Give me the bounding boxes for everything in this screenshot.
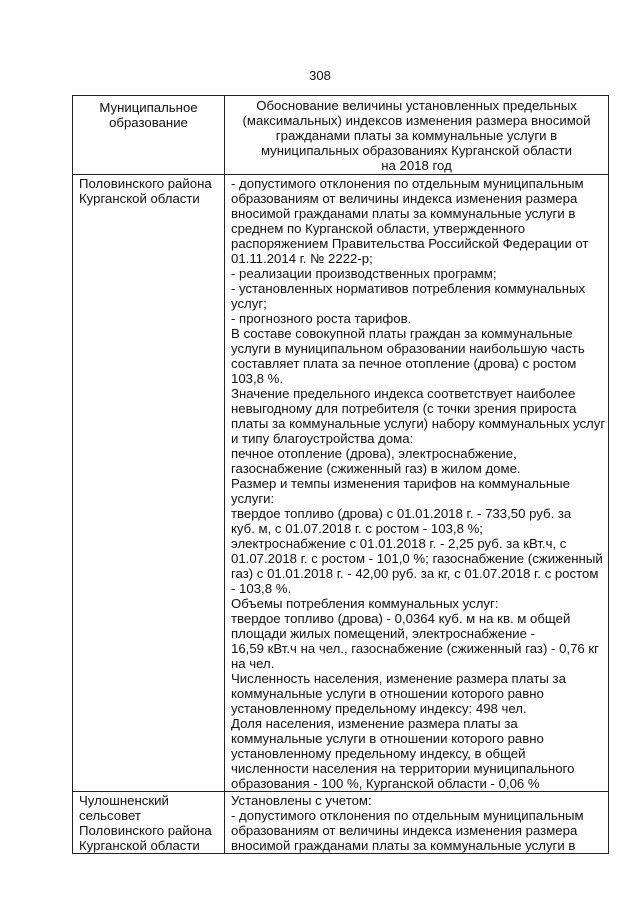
tariff-justification-table xyxy=(72,95,609,854)
header-justification-line: Обоснование величины установленных предельных xyxy=(256,98,577,113)
text-line: - 103,8 %. xyxy=(231,581,292,596)
text-line: 16,59 кВт.ч на чел., газоснабжение (сжиженный газ) - 0,76 кг xyxy=(231,641,599,656)
header-justification-line: муниципальных образованиях Курганской области xyxy=(260,143,573,158)
text-line: коммунальные услуги в отношении которого равно xyxy=(231,686,544,701)
text-line: куб. м, с 01.07.2018 г. с ростом - 103,8 %; xyxy=(231,521,483,536)
justification-cell xyxy=(225,792,609,854)
text-line: образованиям от величины индекса изменения размера xyxy=(231,823,578,838)
text-line: вносимой гражданами платы за коммунальные услуги в xyxy=(231,206,576,221)
text-line: В составе совокупной платы граждан за коммунальные xyxy=(231,326,573,341)
text-line: и типу благоустройства дома: xyxy=(231,431,414,446)
text-line: - установленных нормативов потребления коммунальных xyxy=(231,281,586,296)
municipality-cell xyxy=(73,792,225,854)
text-line: печное отопление (дрова), электроснабжение, xyxy=(231,446,517,461)
text-line: распоряжением Правительства Российской Федерации от xyxy=(231,236,589,251)
text-line: среднем по Курганской области, утвержденного xyxy=(231,221,526,236)
text-line: составляет плата за печное отопление (дрова) с ростом xyxy=(231,356,577,371)
text-line: газ) с 01.01.2018 г. - 42,00 руб. за кг, с 01.07.2018 г. с ростом xyxy=(231,566,599,581)
municipality-cell xyxy=(73,175,225,792)
text-line: Размер и темпы изменения тарифов на коммунальные xyxy=(231,476,570,491)
page-number: 308 xyxy=(309,68,331,83)
text-line: Объемы потребления коммунальных услуг: xyxy=(231,596,499,611)
text-line: Доля населения, изменение размера платы за xyxy=(231,716,518,731)
text-line: твердое топливо (дрова) с 01.01.2018 г. - 733,50 руб. за xyxy=(231,506,572,521)
text-line: 01.11.2014 г. № 2222-р; xyxy=(231,251,373,266)
text-line: 103,8 %. xyxy=(231,371,284,386)
header-municipality-line: Муниципальное xyxy=(99,100,198,115)
municipality-line: Чулошненский xyxy=(79,793,169,808)
justification-cell xyxy=(225,175,609,792)
municipality-line: Половинского района xyxy=(79,823,212,838)
text-line: - допустимого отклонения по отдельным муниципальным xyxy=(231,808,584,823)
text-line: образованиям от величины индекса изменения размера xyxy=(231,191,578,206)
municipality-line: Курганской области xyxy=(79,838,200,853)
text-line: коммунальные услуги в отношении которого равно xyxy=(231,731,544,746)
text-line: электроснабжение с 01.01.2018 г. - 2,25 руб. за кВт.ч, с xyxy=(231,536,567,551)
municipality-line: Курганской области xyxy=(79,191,200,206)
header-municipality-cell xyxy=(73,96,225,175)
text-line: газоснабжение (сжиженный газ) в жилом доме. xyxy=(231,461,521,476)
text-line: услуги в муниципальном образовании наибольшую часть xyxy=(231,341,585,356)
header-municipality-line: образование xyxy=(109,115,188,130)
text-line: 01.07.2018 г. с ростом - 101,0 %; газоснабжение (сжиженный xyxy=(231,551,603,566)
text-line: Значение предельного индекса соответствует наиболее xyxy=(231,386,576,401)
text-line: платы за коммунальные услуги) набору коммунальных услуг xyxy=(231,416,606,431)
text-line: Установлены с учетом: xyxy=(231,793,372,808)
text-line: услуги: xyxy=(231,491,275,506)
municipality-line: Половинского района xyxy=(79,176,212,191)
text-line: услуг; xyxy=(231,296,267,311)
text-line: образования - 100 %, Курганской области - 0,06 % xyxy=(231,776,540,791)
text-line: численности населения на территории муниципального xyxy=(231,761,575,776)
text-line: установленному предельному индексу, в общей xyxy=(231,746,526,761)
header-justification-line: гражданами платы за коммунальные услуги в xyxy=(275,128,558,143)
text-line: на чел. xyxy=(231,656,275,671)
text-line: установленному предельному индексу: 498 чел. xyxy=(231,701,527,716)
text-line: - прогнозного роста тарифов. xyxy=(231,311,412,326)
text-line: вносимой гражданами платы за коммунальные услуги в xyxy=(231,838,576,853)
table-row xyxy=(73,792,609,854)
header-justification-line: на 2018 год xyxy=(381,158,452,173)
text-line: - реализации производственных программ; xyxy=(231,266,497,281)
text-line: площади жилых помещений, электроснабжение - xyxy=(231,626,536,641)
table-header-row xyxy=(73,96,609,175)
text-line: - допустимого отклонения по отдельным муниципальным xyxy=(231,176,584,191)
header-justification-cell xyxy=(225,96,609,175)
header-justification-line: (максимальных) индексов изменения размера вносимой xyxy=(242,113,591,128)
table-row xyxy=(73,175,609,792)
municipality-line: сельсовет xyxy=(79,808,141,823)
text-line: Численность населения, изменение размера платы за xyxy=(231,671,566,686)
text-line: невыгодному для потребителя (с точки зрения прироста xyxy=(231,401,577,416)
text-line: твердое топливо (дрова) - 0,0364 куб. м на кв. м общей xyxy=(231,611,571,626)
